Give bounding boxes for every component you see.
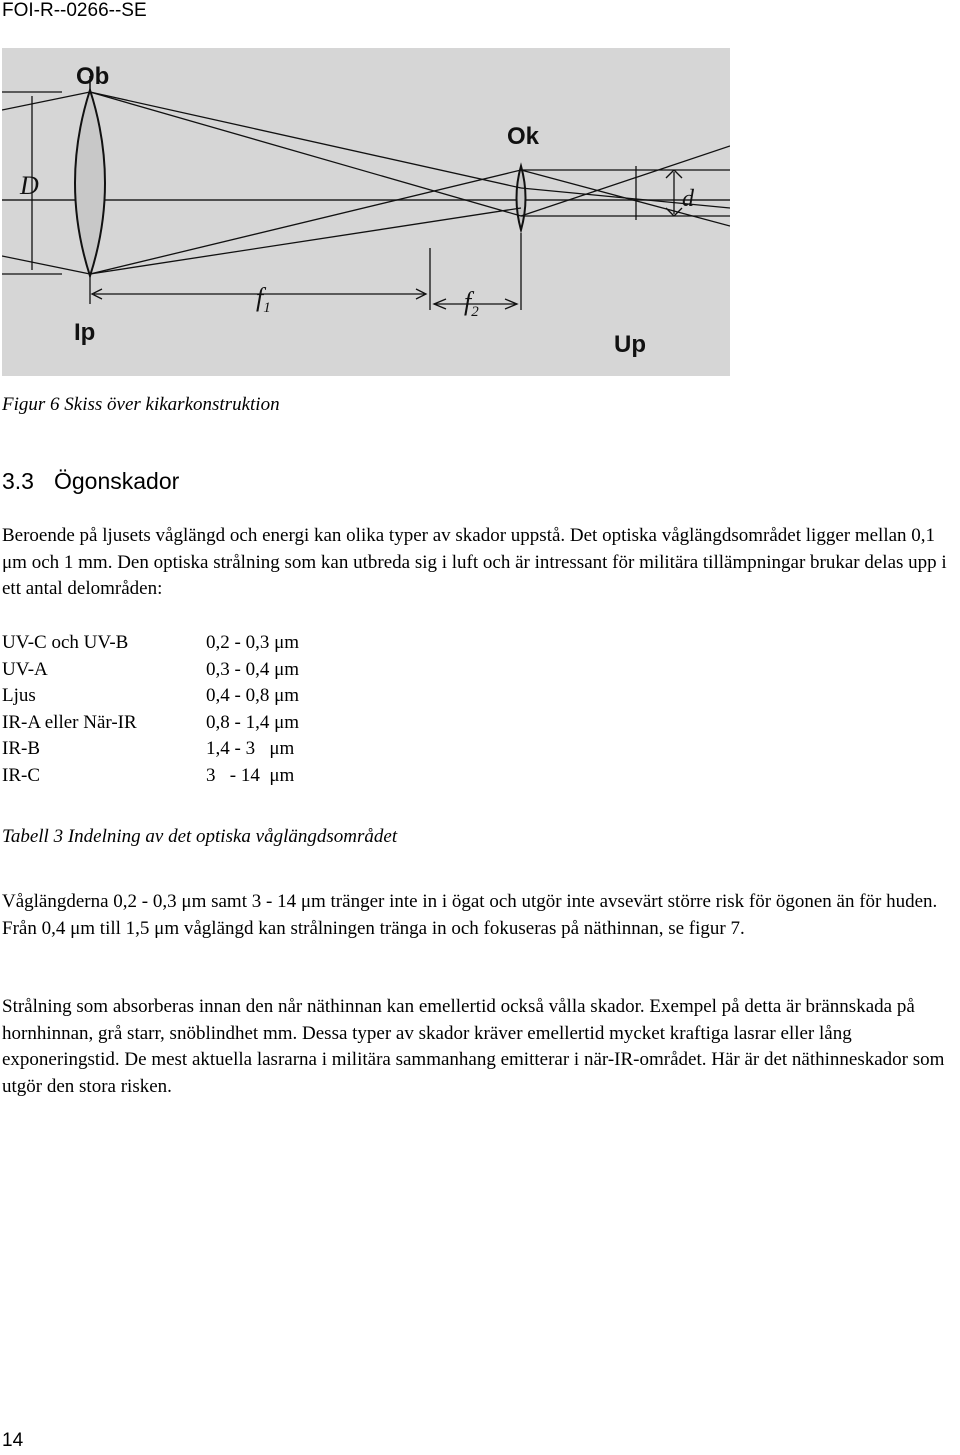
paragraph-intro: Beroende på ljusets våglängd och energi kan olika typer av skador uppstå. Det optiska våglängdsområdet ligger mellan 0,1 μm och 1 mm. Den optiska strålning som kan utbreda sig i luft och är intressant för militära tillämpningar brukar delas upp i ett antal delområden:: [2, 525, 947, 599]
band-name: UV-C och UV-B: [2, 632, 129, 653]
exit-d-label: d: [682, 186, 694, 212]
aperture-d-label: D: [20, 171, 39, 200]
band-name: IR-C: [2, 764, 40, 786]
band-range: 0,8 - 1,4 μm: [206, 711, 300, 733]
band-name: IR-B: [2, 738, 40, 759]
table-row: [2, 657, 406, 684]
eyepiece-label: Ok: [507, 123, 540, 150]
band-range: 0,2 - 0,3 μm: [206, 632, 300, 653]
objective-label: Ob: [76, 63, 110, 90]
figure-caption: Figur 6 Skiss över kikarkonstruktion: [2, 394, 280, 415]
band-range: 3 - 14 μm: [206, 764, 295, 786]
band-name: Ljus: [2, 685, 36, 706]
band-range: 1,4 - 3 μm: [206, 738, 295, 759]
paragraph-absorption: Strålning som absorberas innan den når näthinnan kan emellertid också vålla skador. Exempel på detta är brännskada på hornhinnan, grå starr, snöblindhet mm. Dessa typer av skador kräver emellertid mycket kraftiga lasrar eller lång exponeringstid. De mest aktuella lasrarna i militära sammanhang emitterar i när-IR-området. Här är det näthinneskador som utgör den stora risken.: [2, 996, 945, 1097]
f1-label: $f_1$: [256, 283, 271, 316]
document-id: FOI-R--0266--SE: [2, 0, 147, 21]
band-range: 0,3 - 0,4 μm: [206, 658, 300, 680]
paragraph-penetration: Våglängderna 0,2 - 0,3 μm samt 3 - 14 μm tränger inte in i ögat och utgör inte avsevärt större risk för ögonen än för huden. Från 0,4 μm till 1,5 μm våglängd kan strålningen tränga in och fokuseras på näthinnan, se figur 7.: [2, 891, 938, 939]
eyepiece-lens: [517, 166, 526, 230]
table-row: [2, 710, 406, 737]
binocular-diagram: [2, 48, 730, 376]
page-number: 14: [2, 1430, 24, 1451]
section-number: 3.3: [2, 468, 34, 494]
image-plane-label: Ip: [74, 319, 96, 346]
table-row: [2, 736, 406, 763]
section-title: Ögonskador: [54, 468, 180, 494]
section-heading: [2, 468, 179, 495]
table-caption: Tabell 3 Indelning av det optiska våglängdsområdet: [2, 826, 398, 847]
band-name: UV-A: [2, 658, 48, 680]
band-name: IR-A eller När-IR: [2, 711, 137, 733]
table-row: [2, 763, 406, 790]
table-row: [2, 683, 406, 710]
f2-label: $f_2$: [464, 287, 479, 320]
table-row: [2, 630, 406, 657]
band-range: 0,4 - 0,8 μm: [206, 685, 300, 706]
wavelength-table: [2, 630, 406, 789]
exit-pupil-label: Up: [614, 331, 646, 358]
